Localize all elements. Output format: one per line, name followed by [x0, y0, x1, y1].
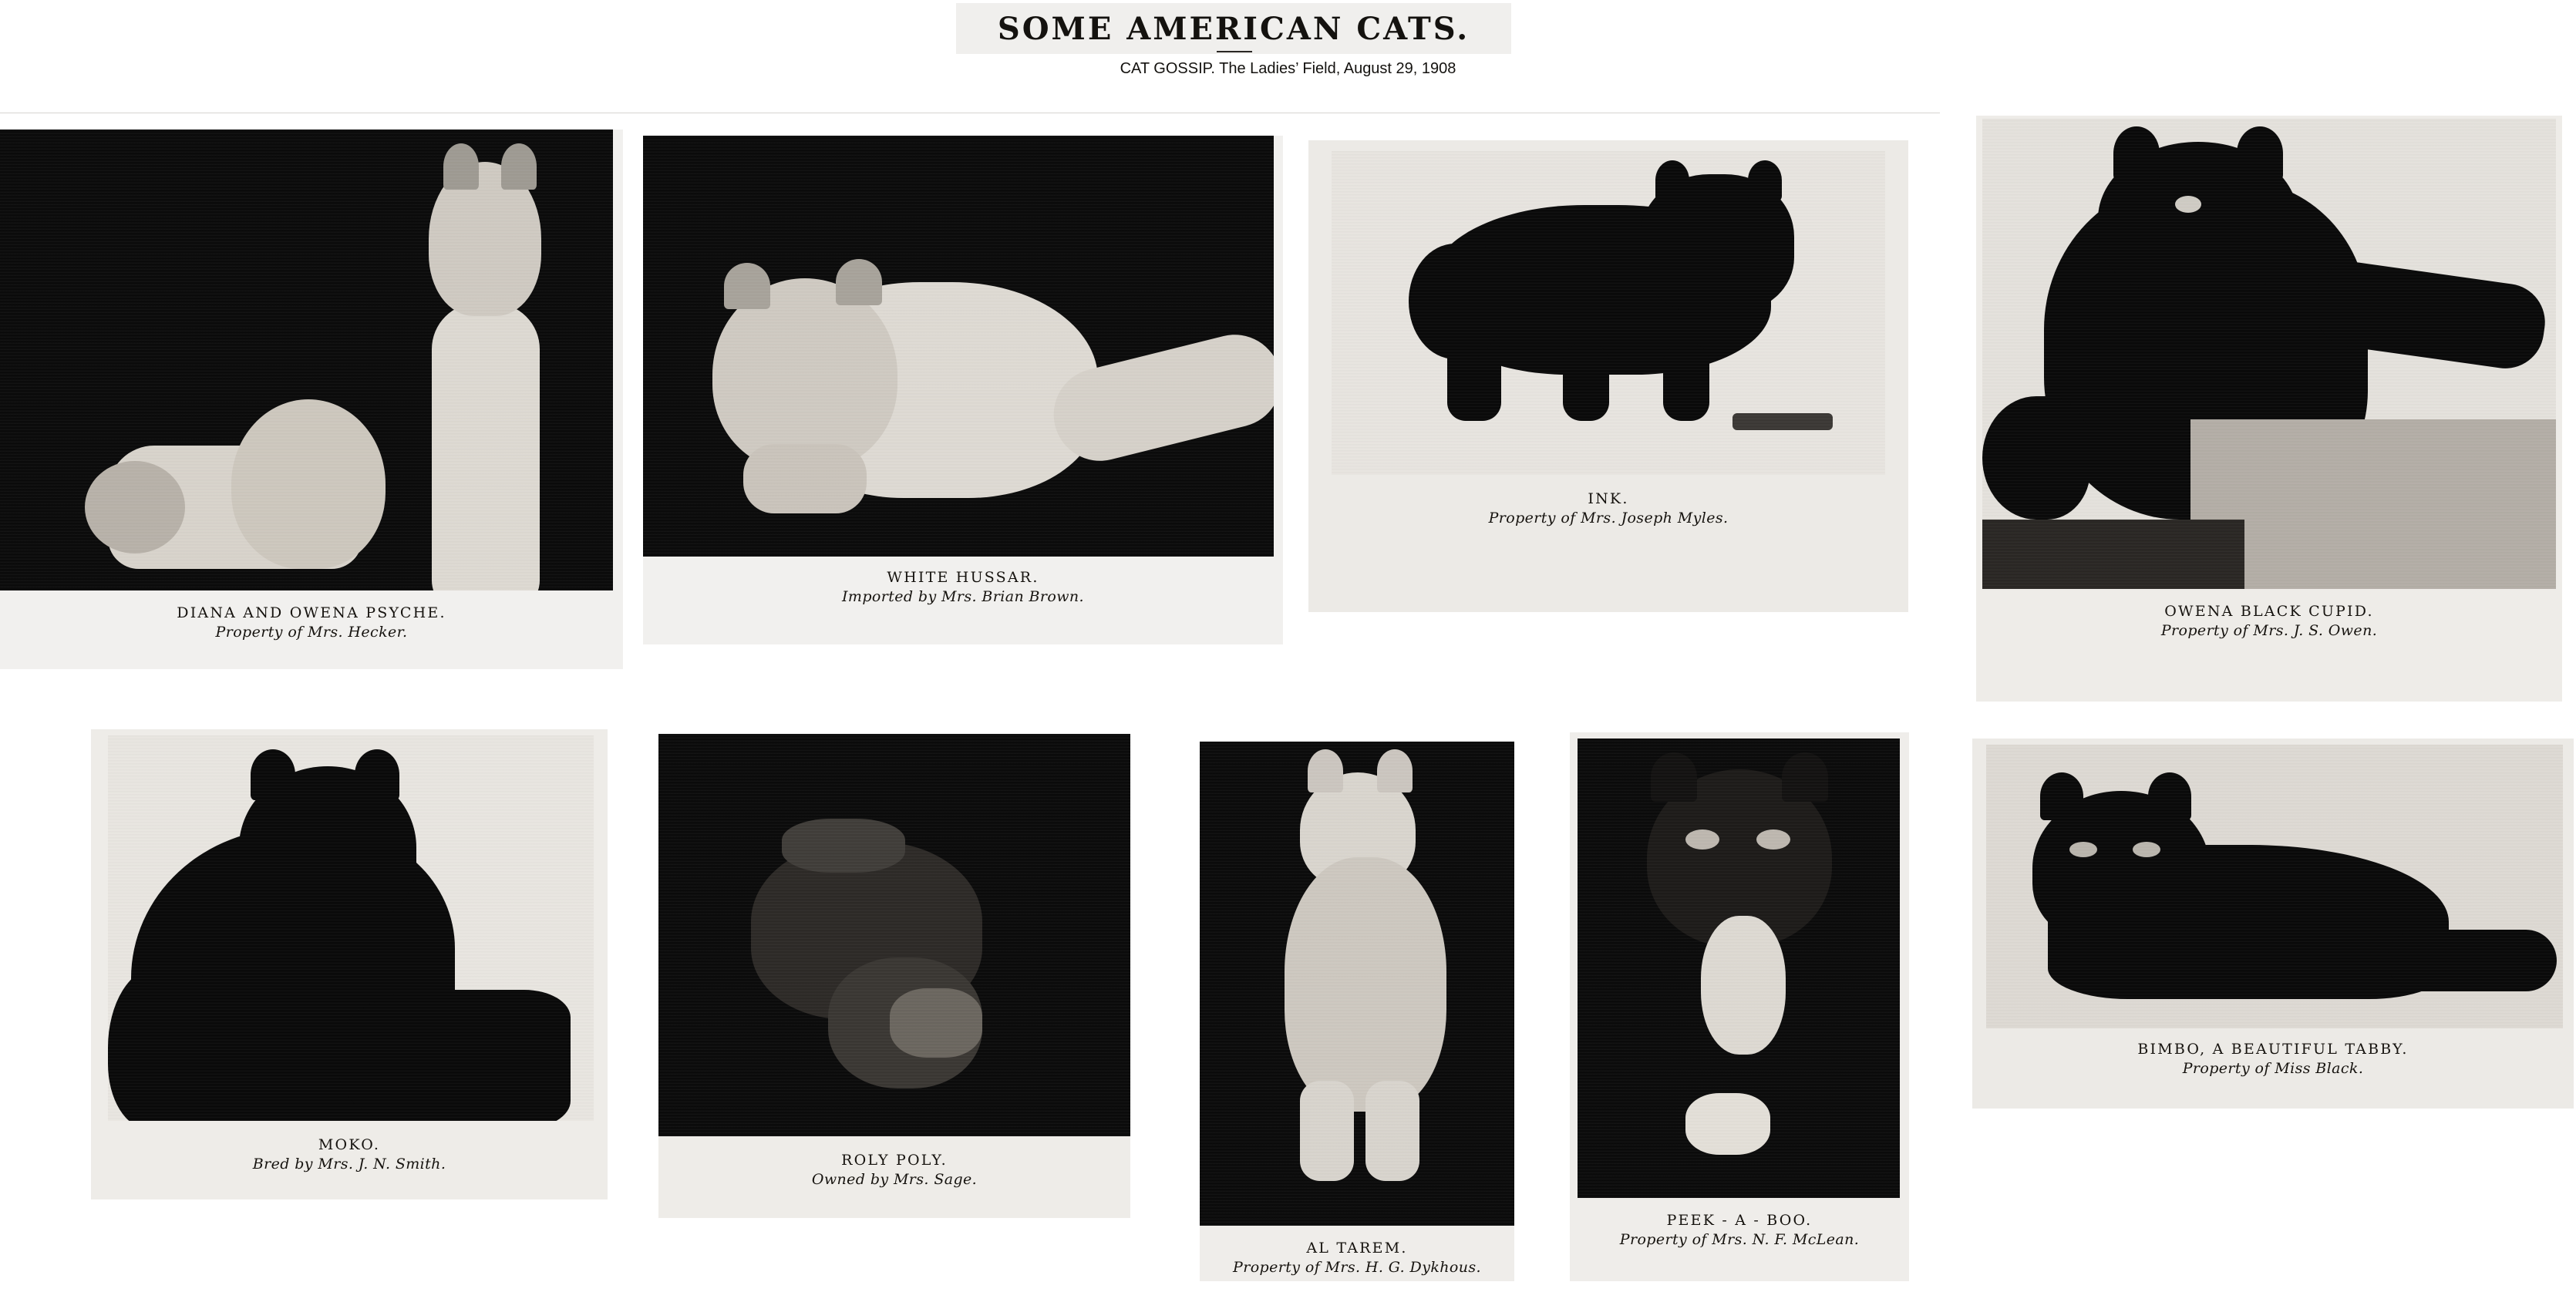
plate-bimbo-a-beautiful-tabby [1972, 739, 2574, 1109]
caption-title: INK. [1588, 490, 1629, 507]
caption-ink [1308, 490, 1908, 527]
plate-white-hussar [643, 136, 1283, 644]
caption-moko [91, 1136, 608, 1173]
photo-white-hussar [643, 136, 1274, 557]
caption-peek-a-boo [1570, 1212, 1909, 1248]
photo-moko [108, 735, 594, 1121]
caption-al-tarem [1200, 1240, 1514, 1276]
caption-diana-and-owena-psyche [0, 604, 623, 641]
plate-diana-and-owena-psyche [0, 130, 623, 669]
caption-title: PEEK - A - BOO. [1666, 1212, 1813, 1229]
page-title: SOME AMERICAN CATS. [997, 10, 1470, 47]
photo-diana-and-owena-psyche [0, 130, 613, 590]
plate-roly-poly [658, 734, 1130, 1218]
photo-peek-a-boo [1578, 739, 1900, 1198]
caption-white-hussar [643, 569, 1283, 605]
caption-owner: Property of Mrs. H. G. Dykhous. [1233, 1259, 1481, 1276]
caption-owner: Property of Mrs. Joseph Myles. [1488, 510, 1729, 527]
caption-owner: Property of Mrs. Hecker. [215, 624, 408, 641]
title-divider [1217, 51, 1252, 52]
photo-roly-poly [658, 734, 1130, 1136]
caption-owner: Property of Mrs. N. F. McLean. [1619, 1231, 1860, 1248]
plate-peek-a-boo [1570, 732, 1909, 1281]
plate-moko [91, 729, 608, 1199]
caption-owner: Owned by Mrs. Sage. [811, 1171, 978, 1188]
caption-owner: Bred by Mrs. J. N. Smith. [252, 1156, 446, 1173]
plate-owena-black-cupid [1976, 116, 2562, 702]
photo-al-tarem [1200, 742, 1514, 1226]
photo-ink [1332, 151, 1885, 475]
caption-owner: Property of Mrs. J. S. Owen. [2160, 622, 2378, 639]
caption-title: OWENA BLACK CUPID. [2164, 603, 2374, 620]
caption-title: WHITE HUSSAR. [887, 569, 1039, 586]
caption-owena-black-cupid [1976, 603, 2562, 639]
caption-title: MOKO. [318, 1136, 381, 1153]
title-clipping [956, 3, 1511, 54]
caption-title: AL TAREM. [1306, 1240, 1408, 1257]
caption-title: ROLY POLY. [841, 1152, 948, 1169]
caption-title: BIMBO, A BEAUTIFUL TABBY. [2137, 1041, 2409, 1058]
caption-title: DIANA AND OWENA PSYCHE. [177, 604, 446, 621]
caption-roly-poly [658, 1152, 1130, 1188]
caption-bimbo-a-beautiful-tabby [1972, 1041, 2574, 1077]
page-header [0, 0, 2576, 108]
source-citation: CAT GOSSIP. The Ladies’ Field, August 29, 1908 [1120, 60, 1456, 77]
plate-al-tarem [1200, 742, 1514, 1281]
photo-owena-black-cupid [1982, 119, 2556, 589]
caption-owner: Property of Miss Black. [2182, 1060, 2364, 1077]
photo-bimbo-a-beautiful-tabby [1986, 745, 2563, 1028]
plate-ink [1308, 140, 1908, 612]
caption-owner: Imported by Mrs. Brian Brown. [842, 588, 1084, 605]
